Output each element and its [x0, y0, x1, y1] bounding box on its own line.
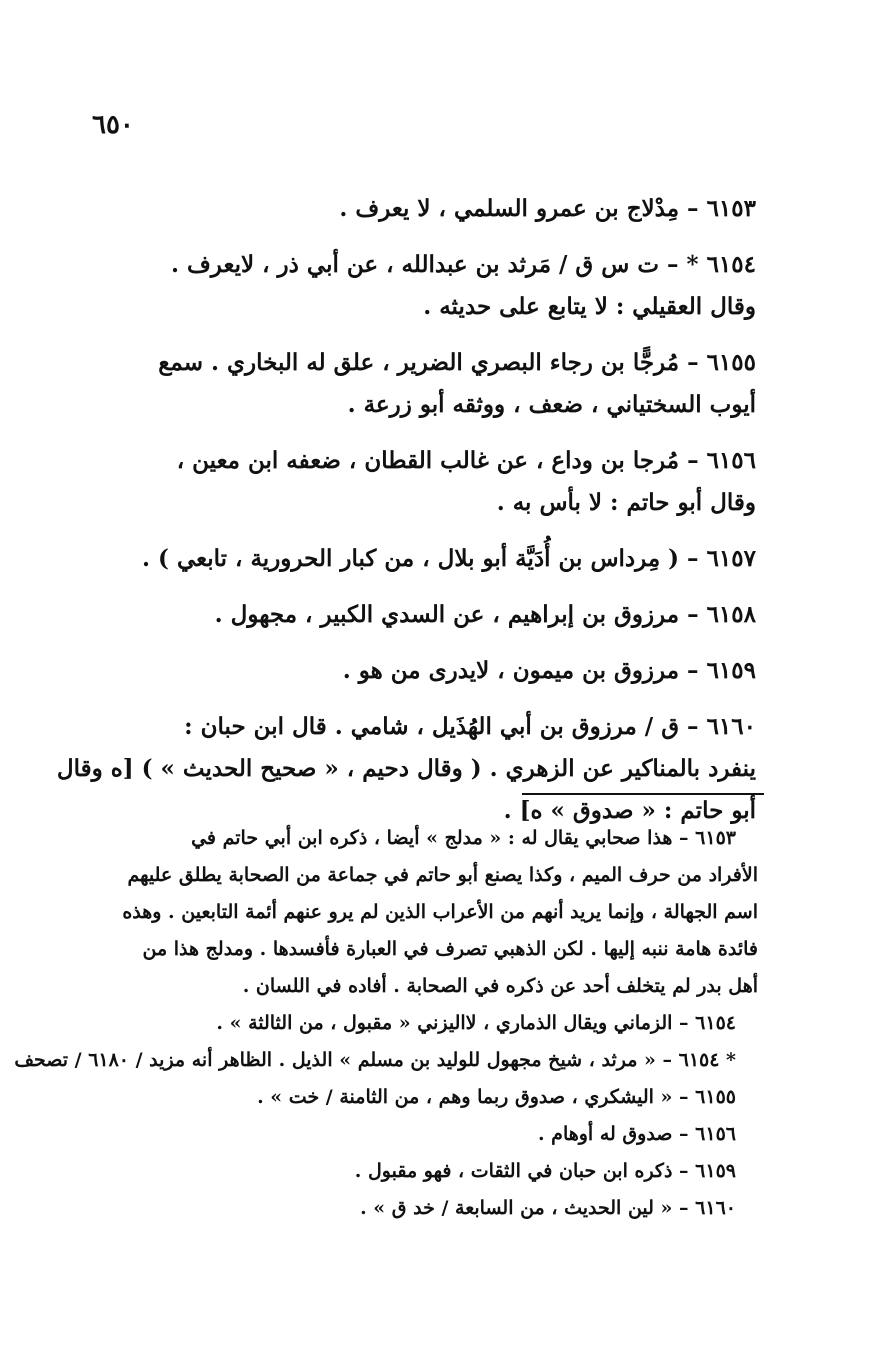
entry-line: ٦١٥٣ – مِدْلاج بن عمرو السلمي ، لا يعرف .: [339, 195, 756, 222]
entry-line: ٦١٥٤ * – ت س ق / مَرثد بن عبدالله ، عن أبي ذر ، لايعرف .: [170, 251, 756, 278]
footnote-6154-star: [14, 1042, 758, 1079]
entries-list: [56, 188, 756, 846]
entry-6156: [96, 440, 756, 524]
entry-line: ينفرد بالمناكير عن الزهري . ( وقال دحيم ، « صحيح الحديث » ) [ه وقال: [56, 755, 756, 782]
footnote-6159: [96, 1153, 758, 1190]
footnote-line: ٦١٥٤ – الزماني ويقال الذماري ، لااليزني « مقبول ، من الثالثة » .: [216, 1012, 736, 1034]
entry-6160: [56, 706, 756, 832]
footnote-6156: [96, 1116, 758, 1153]
entry-6159: [96, 650, 756, 692]
footnote-line: ٦١٥٥ – « اليشكري ، صدوق ربما وهم ، من الثامنة / خت » .: [257, 1086, 736, 1108]
footnote-line: الأفراد من حرف الميم ، وكذا يصنع أبو حاتم في جماعة من الصحابة يطلق عليهم: [127, 864, 758, 886]
entry-line: وقال أبو حاتم : لا بأس به .: [496, 489, 756, 516]
footnote-line: ٦١٦٠ – « لين الحديث ، من السابعة / خد ق » .: [360, 1197, 736, 1219]
entry-6158: [96, 594, 756, 636]
footnote-line: ٦١٥٣ – هذا صحابي يقال له : « مدلج » أيضا ، ذكره ابن أبي حاتم في: [191, 827, 736, 849]
entry-line: ٦١٥٦ – مُرجا بن وداع ، عن غالب القطان ، ضعفه ابن معين ،: [176, 447, 756, 474]
footnote-line: * ٦١٥٤ – « مرثد ، شيخ مجهول للوليد بن مسلم » الذيل . الظاهر أنه مزيد / ٦١٨٠ / تصحف: [14, 1049, 736, 1071]
footnote-line: ٦١٥٦ – صدوق له أوهام .: [537, 1123, 736, 1145]
entry-line: أبو حاتم : « صدوق » ه] .: [503, 797, 756, 824]
footnote-6155: [96, 1079, 758, 1116]
entry-6157: [96, 538, 756, 580]
entry-6153: [96, 188, 756, 230]
entry-line: ٦١٥٥ – مُرجًّا بن رجاء البصري الضرير ، علق له البخاري . سمع: [158, 349, 756, 376]
page-number: ٦٥٠: [92, 110, 134, 140]
footnote-line: اسم الجهالة ، وإنما يريد أنهم من الأعراب الذين لم يرو عنهم أئمة التابعين . وهذه: [122, 901, 758, 923]
entry-6154: [96, 244, 756, 328]
entry-6155: [96, 342, 756, 426]
entry-line: ٦١٥٩ – مرزوق بن ميمون ، لايدرى من هو .: [342, 657, 756, 684]
footnotes-list: [14, 820, 758, 1227]
footnote-6154: [96, 1005, 758, 1042]
footnote-line: أهل بدر لم يتخلف أحد عن ذكره في الصحابة . أفاده في اللسان .: [242, 975, 758, 997]
footnote-6160: [96, 1190, 758, 1227]
footnote-line: ٦١٥٩ – ذكره ابن حبان في الثقات ، فهو مقبول .: [354, 1160, 736, 1182]
entry-line: أيوب السختياني ، ضعف ، ووثقه أبو زرعة .: [347, 391, 756, 418]
footnote-line: فائدة هامة ننبه إليها . لكن الذهبي تصرف في العبارة فأفسدها . ومدلج هذا من: [142, 938, 758, 960]
entry-line: وقال العقيلي : لا يتابع على حديثه .: [423, 293, 756, 320]
entry-line: ٦١٥٨ – مرزوق بن إبراهيم ، عن السدي الكبير ، مجهول .: [214, 601, 756, 628]
entry-line: ٦١٥٧ – ( مِرداس بن أُدَيَّة أبو بلال ، من كبار الحرورية ، تابعي ) .: [142, 545, 756, 572]
footnote-6153: [96, 820, 758, 1005]
entry-line: ٦١٦٠ – ق / مرزوق بن أبي الهُذَيل ، شامي . قال ابن حبان :: [184, 713, 756, 740]
footnote-divider: [522, 793, 764, 795]
